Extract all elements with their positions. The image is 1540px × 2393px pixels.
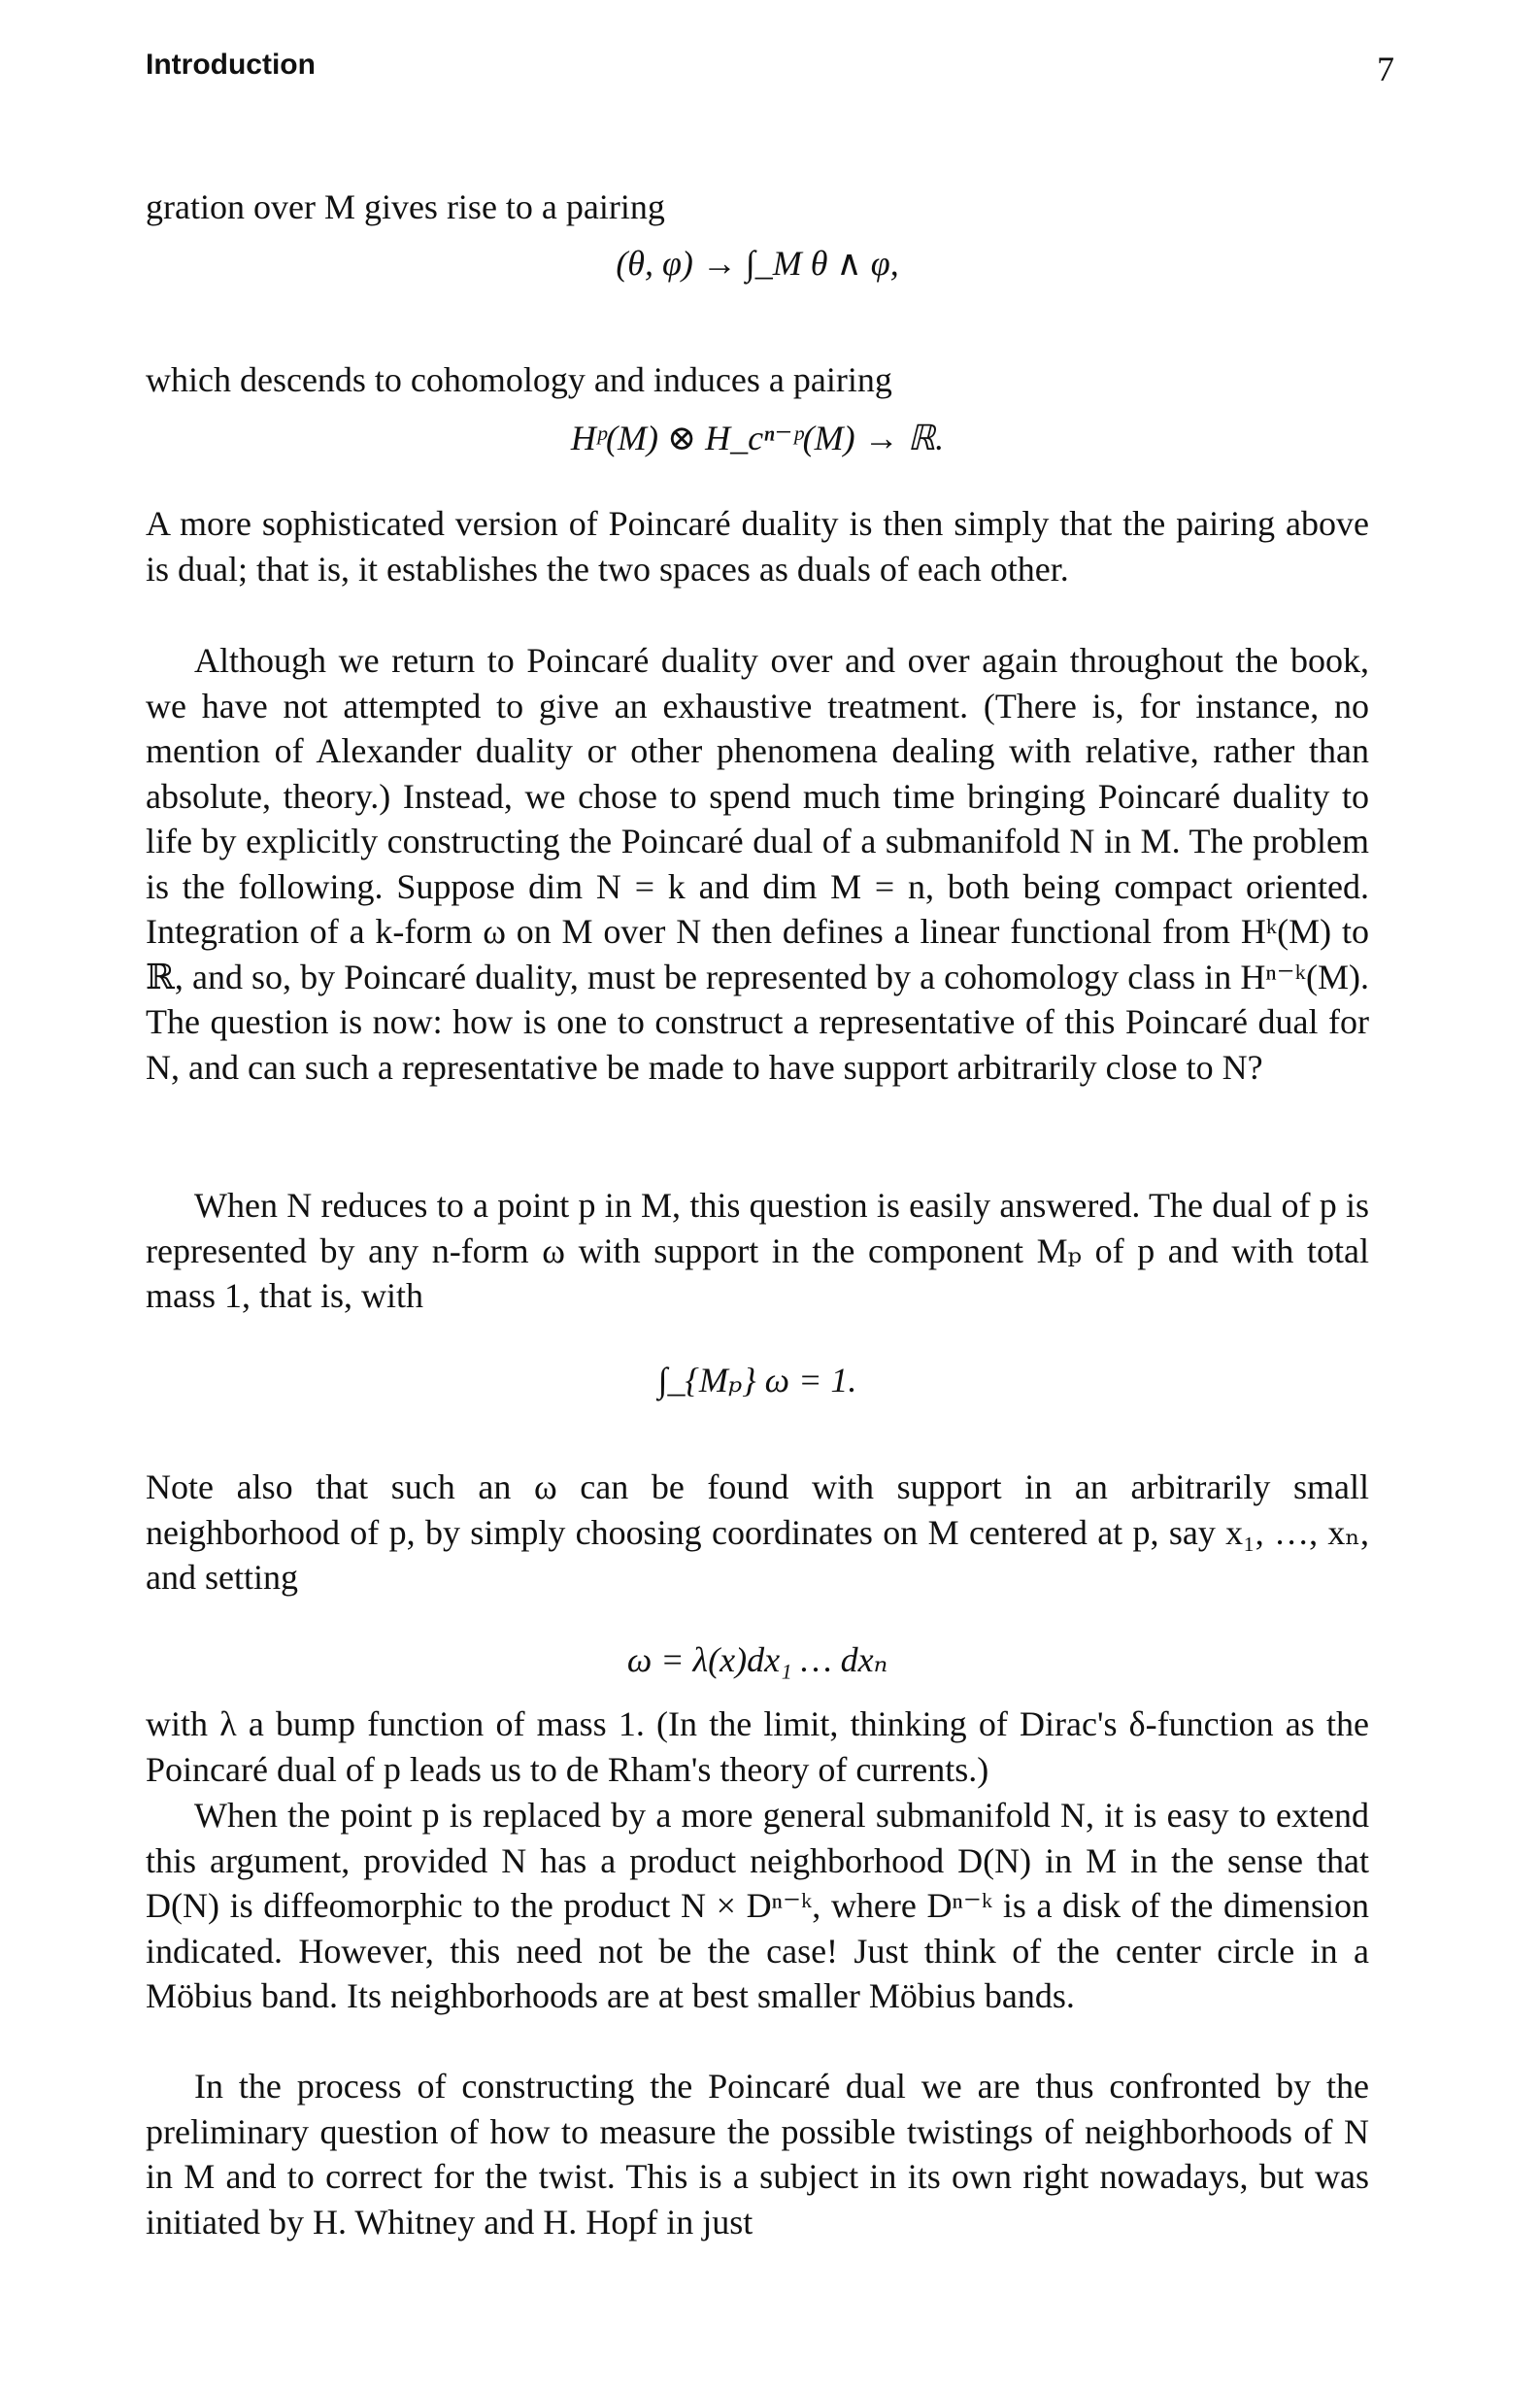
paragraph-7: with λ a bump function of mass 1. (In the limit, thinking of Dirac's δ-function as the Poincaré dual of p leads us to de Rham's theory of currents.) [146,1704,1369,1789]
paragraph-4: Although we return to Poincaré duality over and over again throughout the book, we have not attempted to give an exhaustive treatment. (There is, for instance, no mention of Alexander duality or other phenomena dealing with relative, rather than absolute, theory.) Instead, we chose to spend much time bringing Poincaré duality to life by explicitly constructing the Poincaré dual of a submanifold N in M. The problem is the following. Suppose dim N = k and dim M = n, both being compact oriented. Integration of a k-form ω on M over N then defines a linear functional from Hᵏ(M) to ℝ, and so, by Poincaré duality, must be represented by a cohomology class in Hⁿ⁻ᵏ(M). The question is now: how is one to construct a representative of this Poincaré dual for N, and can such a representative be made to have support arbitrarily close to N? [146,641,1369,1087]
paragraph-9: In the process of constructing the Poincaré dual we are thus confronted by the preliminary question of how to measure the possible twistings of neighborhoods of N in M and to correct for the twist. This is a subject in its own right nowadays, but was initiated by H. Whitney and H. Hopf in just [146,2067,1369,2241]
paragraph-3: A more sophisticated version of Poincaré duality is then simply that the pairing above is dual; that is, it establishes the two spaces as duals of each other. [146,504,1369,589]
paragraph-2: which descends to cohomology and induces a pairing [146,360,892,399]
equation-mass-one: ∫_{Mₚ} ω = 1. [657,1361,857,1399]
page-number: 7 [1377,50,1394,88]
paragraph-5: When N reduces to a point p in M, this question is easily answered. The dual of p is represented by any n-form ω with support in the component Mₚ of p and with total mass 1, that is, with [146,1186,1369,1315]
running-head: Introduction [146,49,316,81]
paragraph-6: Note also that such an ω can be found with support in an arbitrarily small neighborhood of p, by simply choosing coordinates on M centered at p, say x₁, …, xₙ, and setting [146,1467,1369,1597]
paragraph-8: When the point p is replaced by a more general submanifold N, it is easy to extend this argument, provided N has a product neighborhood D(N) in M in the sense that D(N) is diffeomorphic to the product N × Dⁿ⁻ᵏ, where Dⁿ⁻ᵏ is a disk of the dimension indicated. However, this need not be the case! Just think of the center circle in a Möbius band. Its neighborhoods are at best smaller Möbius bands. [146,1796,1369,2015]
equation-bump-form: ω = λ(x)dx₁ … dxₙ [626,1640,888,1679]
page-header [146,49,1394,97]
equation-pairing-integral: (θ, φ) → ∫_M θ ∧ φ, [616,244,899,283]
paragraph-1: gration over M gives rise to a pairing [146,187,665,226]
equation-cohomology-pairing: Hᵖ(M) ⊗ H_cⁿ⁻ᵖ(M) → ℝ. [570,419,945,457]
